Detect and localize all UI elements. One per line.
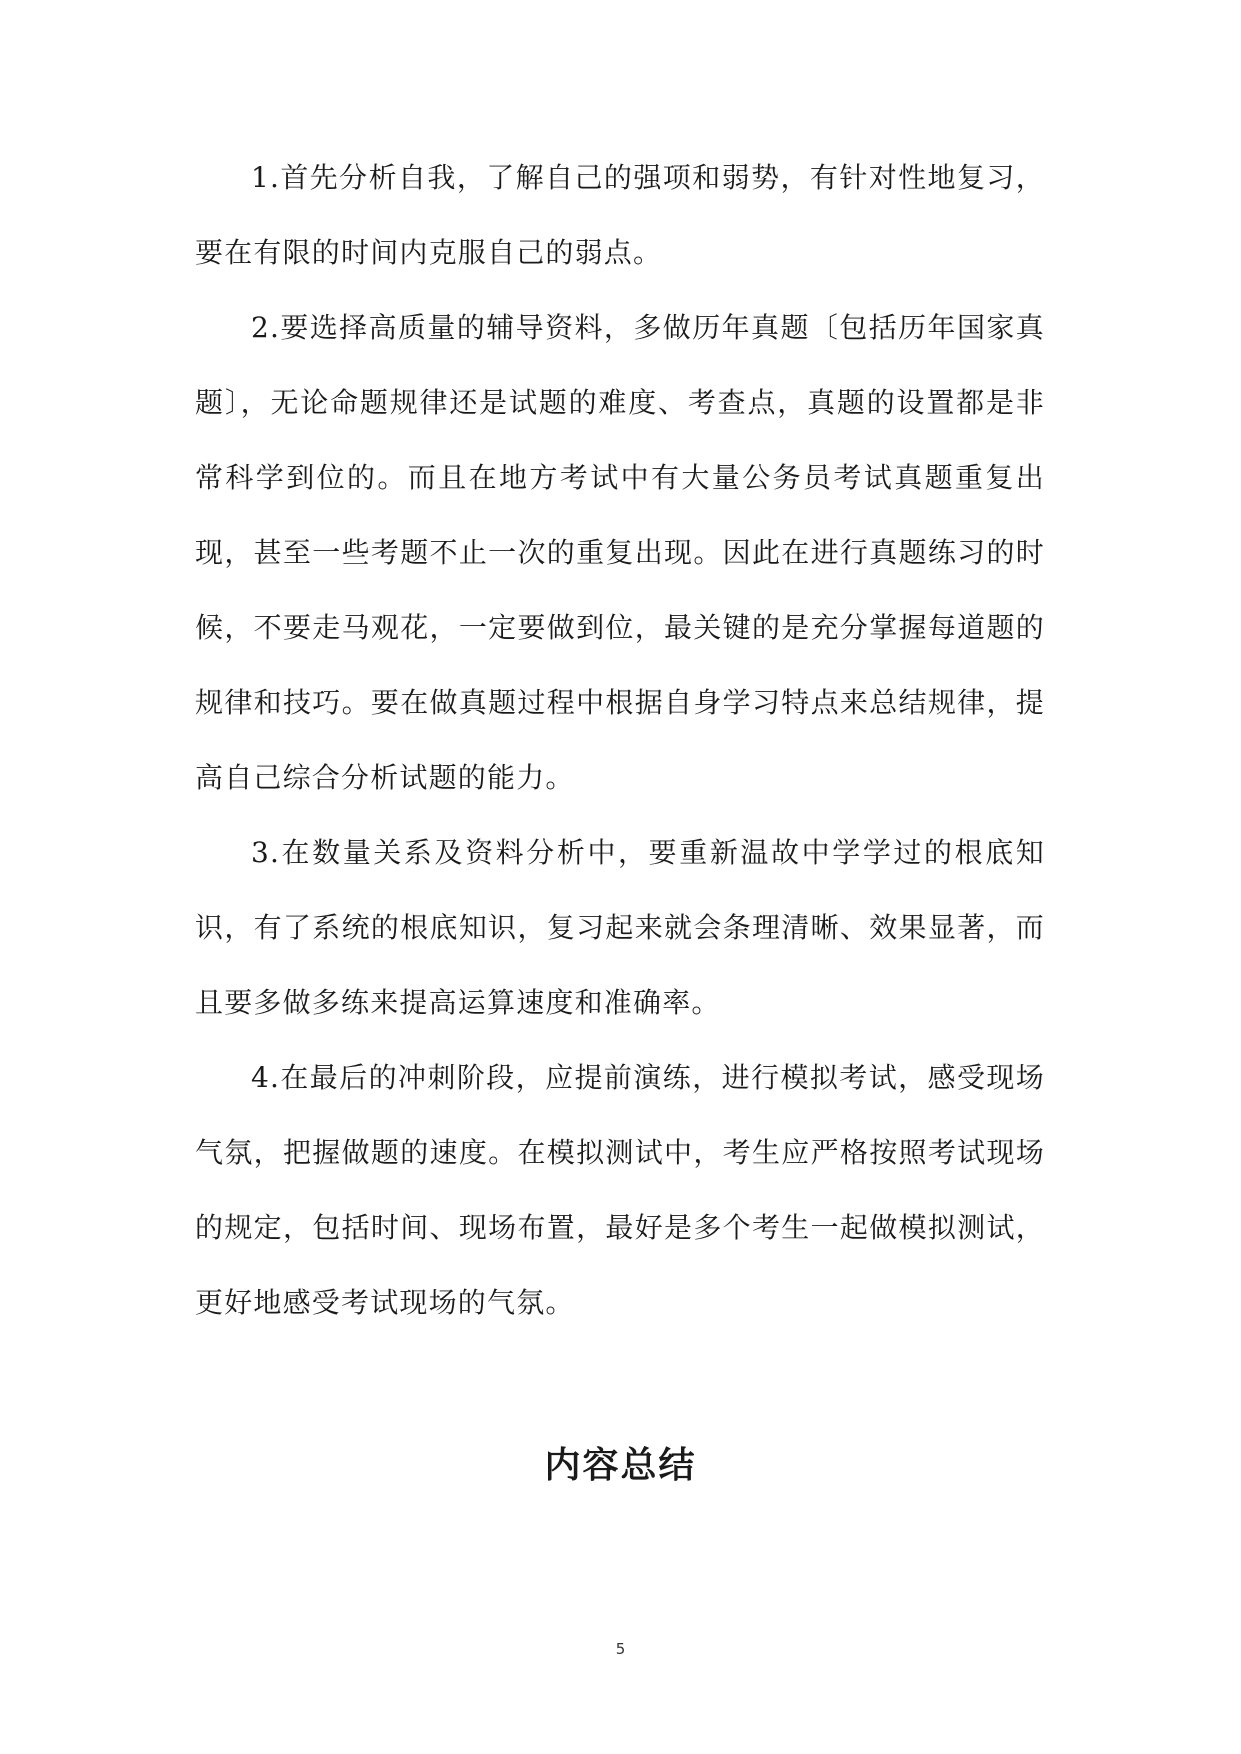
paragraph-4: 4.在最后的冲刺阶段，应提前演练，进行模拟考试，感受现场气氛，把握做题的速度。在模拟测试中，考生应严格按照考试现场的规定，包括时间、现场布置，最好是多个考生一起做模拟测试，更好地感受考试现场的气氛。 <box>195 1061 1045 1319</box>
paragraph-1: 1.首先分析自我，了解自己的强项和弱势，有针对性地复习，要在有限的时间内克服自己的弱点。 <box>195 161 1045 269</box>
summary-heading: 内容总结 <box>544 1445 697 1486</box>
page-number: 5 <box>615 1640 626 1658</box>
paragraph-2: 2.要选择高质量的辅导资料，多做历年真题〔包括历年国家真题〕，无论命题规律还是试题的难度、考查点，真题的设置都是非常科学到位的。而且在地方考试中有大量公务员考试真题重复出现，甚至一些考题不止一次的重复出现。因此在进行真题练习的时候，不要走马观花，一定要做到位，最关键的是充分掌握每道题的规律和技巧。要在做真题过程中根据自身学习特点来总结规律，提高自己综合分析试题的能力。 <box>195 311 1045 794</box>
paragraph-3: 3.在数量关系及资料分析中，要重新温故中学学过的根底知识，有了系统的根底知识，复习起来就会条理清晰、效果显著，而且要多做多练来提高运算速度和准确率。 <box>195 836 1045 1019</box>
